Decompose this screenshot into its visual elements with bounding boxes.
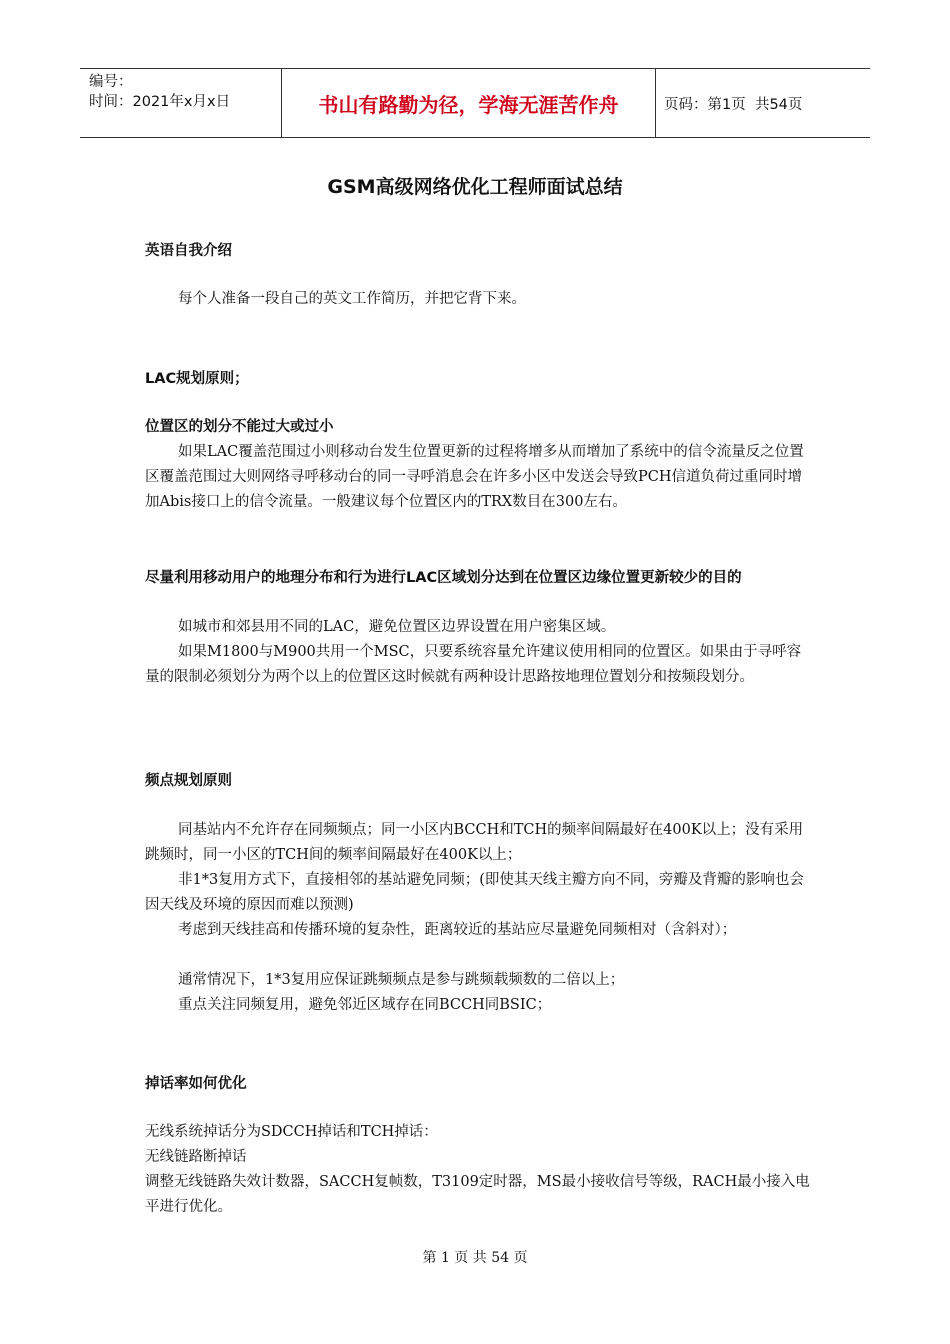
- english-intro-text: 每个人准备一段自己的英文工作简历，并把它背下来。: [178, 291, 526, 307]
- page-footer: 第 1 页 共 54 页: [422, 1250, 528, 1266]
- drop-paragraph-3: 调整无线链路失效计数器，SACCH复帧数，T3109定时器，MS最小接收信号等级，RACH最小接入电平进行优化。: [145, 1174, 810, 1215]
- heading-english-intro: 英语自我介绍: [145, 243, 232, 259]
- heading-drop-call: 掉话率如何优化: [145, 1076, 247, 1092]
- freq-paragraph-2: 非1*3复用方式下，直接相邻的基站避免同频；(即使其天线主瓣方向不同，旁瓣及背瓣的影响也会因天线及环境的原因而难以预测): [145, 872, 804, 913]
- header-motto: 书山有路勤为径，学海无涯苦作舟: [282, 69, 656, 137]
- freq-paragraph-5: 重点关注同频复用，避免邻近区域存在同BCCH同BSIC；: [178, 997, 552, 1013]
- freq-paragraph-1: 同基站内不允许存在同频频点；同一小区内BCCH和TCH的频率间隔最好在400K以上；没有采用跳频时，同一小区的TCH间的频率间隔最好在400K以上；: [145, 822, 804, 863]
- lac-sub2-text-2: 如果M1800与M900共用一个MSC，只要系统容量允许建议使用相同的位置区。如果由于寻呼容量的限制必须划分为两个以上的位置区这时候就有两种设计思路按地理位置划分和按频段划分。: [145, 644, 802, 685]
- freq-paragraph-3: 考虑到天线挂高和传播环境的复杂性，距离较近的基站应尽量避免同频相对（含斜对）；: [178, 922, 737, 938]
- lac-sub1-text: 如果LAC覆盖范围过小则移动台发生位置更新的过程将增多从而增加了系统中的信令流量反之位置区覆盖范围过大则网络寻呼移动台的同一寻呼消息会在许多小区中发送会导致PCH信道负荷过重同时增加Abis接口上的信令流量。一般建议每个位置区内的TRX数目在300左右。: [145, 444, 804, 510]
- freq-paragraph-4: 通常情况下，1*3复用应保证跳频频点是参与跳频载频数的二倍以上；: [178, 972, 625, 988]
- heading-lac: LAC规划原则；: [145, 371, 249, 387]
- lac-subheading-1: 位置区的划分不能过大或过小: [145, 419, 334, 435]
- header-page-info-cell: [656, 69, 870, 137]
- header-meta-cell: [80, 69, 282, 137]
- drop-paragraph-2: 无线链路断掉话: [145, 1149, 247, 1165]
- drop-paragraph-1: 无线系统掉话分为SDCCH掉话和TCH掉话：: [145, 1124, 438, 1140]
- header-table: [80, 68, 870, 138]
- time-label: 时间：2021年x月x日: [89, 94, 231, 110]
- document-title: GSM高级网络优化工程师面试总结: [327, 176, 623, 198]
- heading-frequency: 频点规划原则: [145, 773, 232, 789]
- lac-sub2-text-1: 如城市和郊县用不同的LAC，避免位置区边界设置在用户密集区域。: [178, 619, 616, 635]
- number-label: 编号：: [89, 74, 133, 90]
- header-page-info: 页码：第1页 共54页: [664, 96, 803, 113]
- lac-subheading-2: 尽量利用移动用户的地理分布和行为进行LAC区域划分达到在位置区边缘位置更新较少的目的: [145, 570, 742, 586]
